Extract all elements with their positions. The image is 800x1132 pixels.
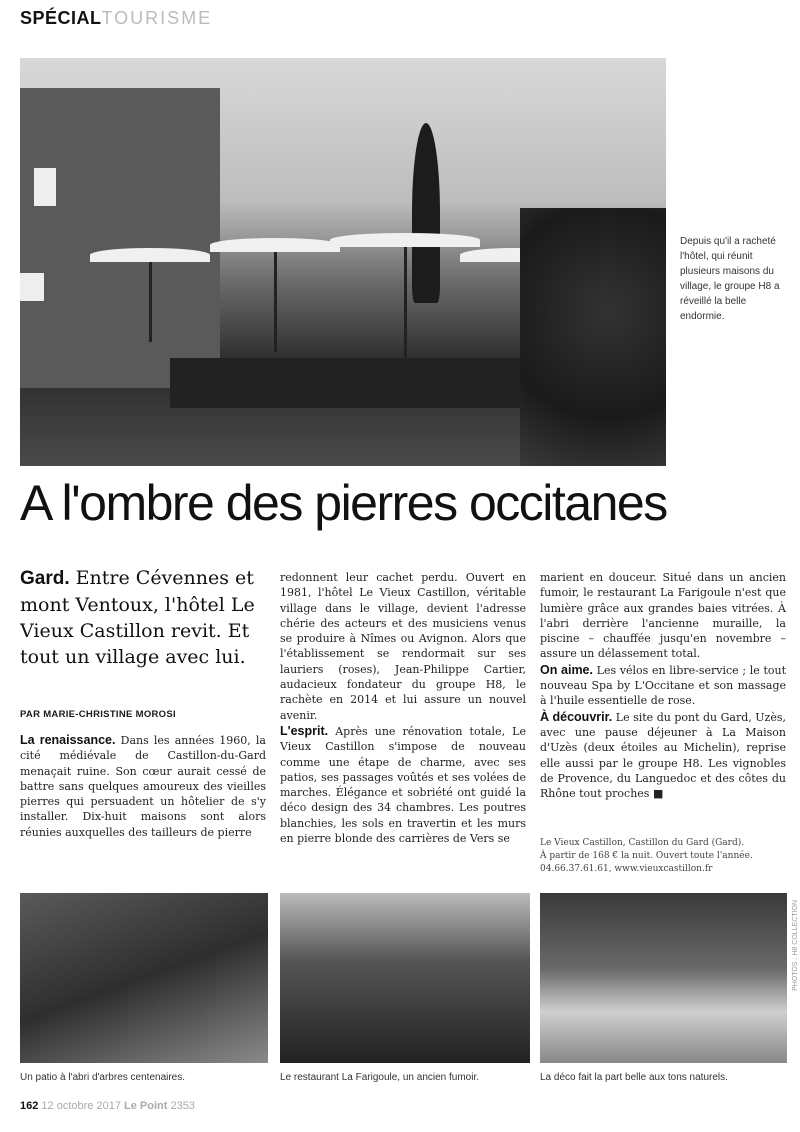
practical-info	[540, 837, 786, 876]
rubric-bold: SPÉCIAL	[20, 8, 102, 28]
parasol	[330, 233, 480, 247]
intro-text: Entre Cévennes et mont Ventoux, l'hôtel Le Vieux Castillon revit. Et tout un village avec lui.	[20, 567, 255, 668]
hero-photo	[20, 58, 666, 466]
stone-wall	[20, 88, 220, 388]
paragraph-text: redonnent leur cachet perdu. Ouvert en 1981, l'hôtel Le Vieux Castillon, véritable village dans le village, devient l'adresse chérie des acteurs et des musiciens venus se produire à Nîmes ou Avignon. Alors que l'établissement se rendormait sur ses lauriers (roses), Jean-Philippe Cartier, audacieux fondateur du groupe H8, le rachète en 2014 et lui assure un nouvel avenir.	[280, 571, 526, 722]
swimming-pool	[170, 358, 550, 408]
intro-lead: Gard.	[20, 568, 70, 589]
parasol	[210, 238, 340, 252]
issue-number: 2353	[170, 1100, 195, 1112]
paragraph-text: Dans les années 1960, la cité médiévale de Castillon-du-Gard menaçait ruine. Son cœur aurait cessé de battre sans quelques amoureux des vieilles pierres qui persuadent un hôtelier de s'y installer. Dix-huit maisons sont alors réunies auxquelles des tailleurs de pierre	[20, 734, 266, 839]
paragraph-lead: L'esprit.	[280, 723, 329, 738]
page-footer	[20, 1100, 195, 1112]
article-headline: A l'ombre des pierres occitanes	[20, 475, 667, 531]
parasol-pole	[274, 252, 277, 352]
article-intro	[20, 565, 265, 670]
magazine-name: Le Point	[124, 1100, 168, 1112]
paragraph-text: Le site du pont du Gard, Uzès, avec une pause déjeuner à La Maison d'Uzès (deux étoiles au Michelin), reprise elle aussi par le groupe H8. Les vignobles de Provence, du Languedoc et des côtes du Rhône tout proches ■	[540, 710, 787, 801]
rubric-light: TOURISME	[101, 8, 213, 28]
photo-caption: Un patio à l'abri d'arbres centenaires.	[20, 1072, 186, 1083]
paragraph-lead: La renaissance.	[20, 733, 116, 747]
info-line: Le Vieux Castillon, Castillon du Gard (Gard).	[540, 838, 745, 848]
restaurant-photo	[280, 893, 530, 1063]
info-line: 04.66.37.61.61, www.vieuxcastillon.fr	[540, 864, 713, 874]
byline: PAR MARIE-CHRISTINE MOROSI	[20, 709, 176, 720]
hero-caption: Depuis qu'il a racheté l'hôtel, qui réunit plusieurs maisons du village, le groupe H8 a réveillé la belle endormie.	[680, 236, 780, 322]
paragraph-lead: On aime.	[540, 662, 593, 677]
palm-tree	[520, 208, 666, 466]
photo-caption: Le restaurant La Farigoule, un ancien fumoir.	[280, 1072, 480, 1083]
cypress-tree	[412, 123, 440, 303]
article-column-1	[20, 733, 266, 841]
bedroom-photo	[540, 893, 787, 1063]
paragraph-text: Après une rénovation totale, Le Vieux Castillon s'impose de nouveau comme une étape de charme, avec ses patios, ses passages voûtés et ses volées de marches. Élégance et sobriété ont guidé la déco design des 34 chambres. Les poutres blanchies, les sols en travertin et les murs en pierre blonde des carrières de Vers se	[280, 724, 526, 846]
section-rubric	[20, 8, 212, 29]
wall-window	[34, 168, 56, 206]
parasol-pole	[149, 262, 152, 342]
wall-window	[20, 273, 44, 301]
article-column-2	[280, 570, 526, 847]
photo-caption: La déco fait la part belle aux tons naturels.	[540, 1072, 728, 1083]
issue-date: 12 octobre 2017	[41, 1100, 121, 1112]
photo-credit: PHOTOS : H8 COLLECTION	[792, 900, 799, 991]
article-column-3	[540, 570, 786, 802]
page-number: 162	[20, 1100, 39, 1112]
info-line: À partir de 168 € la nuit. Ouvert toute l'année.	[540, 851, 753, 861]
parasol	[90, 248, 210, 262]
paragraph-text: Les vélos en libre-service ; le tout nouveau Spa by L'Occitane et son massage à l'huile essentielle de rose.	[540, 663, 786, 708]
patio-photo	[20, 893, 268, 1063]
paragraph-text: marient en douceur. Situé dans un ancien fumoir, le restaurant La Farigoule n'est que lumière grâce aux grandes baies vitrées. À l'abri derrière l'ancienne muraille, la piscine – chauffée jusqu'en novembre – assure un délassement total.	[540, 571, 786, 661]
paragraph-lead: À découvrir.	[540, 709, 613, 724]
